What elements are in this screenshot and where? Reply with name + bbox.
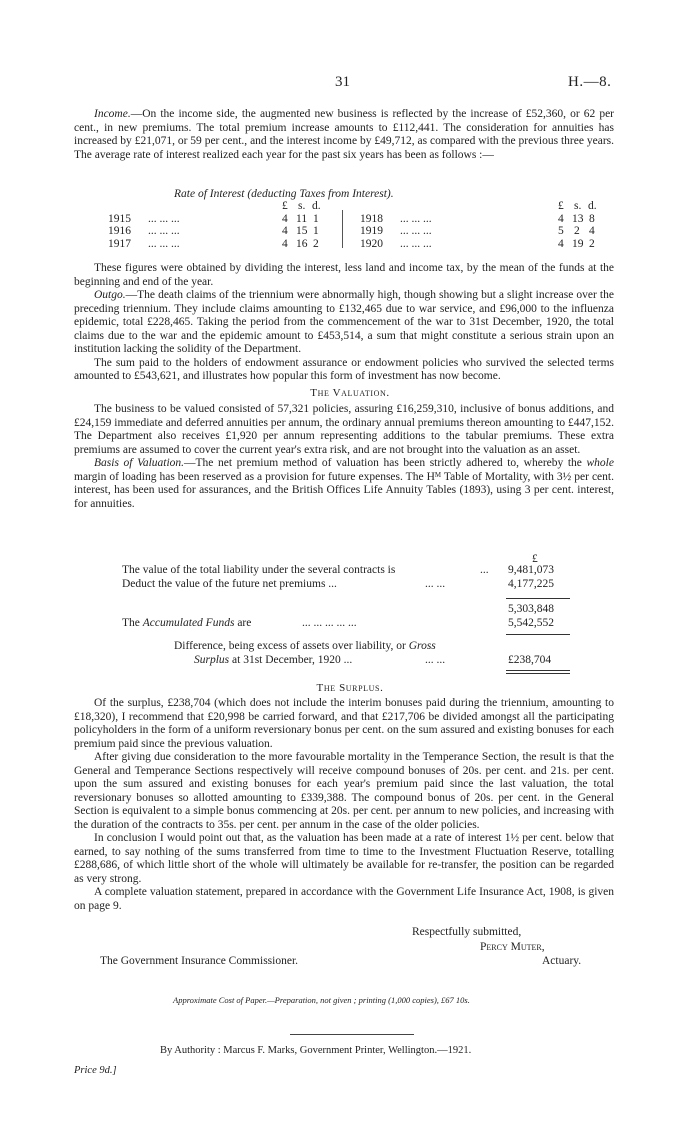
endowment-paragraph: The sum paid to the holders of endowment assurance or endowment policies who survived the selected terms amounted to £543,621, and illustrates how popular this form of investment has now become. xyxy=(74,356,614,382)
rate-pounds: 4 xyxy=(558,237,564,250)
dot-leader: ... ... ... ... ... xyxy=(302,617,357,629)
subtotal-value: 5,303,848 xyxy=(508,603,554,615)
rate-table xyxy=(108,200,608,250)
addressee: The Government Insurance Commissioner. xyxy=(100,955,299,967)
surplus-section xyxy=(74,697,614,913)
closing: Respectfully submitted, xyxy=(412,926,522,938)
surplus-heading: The Surplus. xyxy=(316,682,384,694)
rate-pounds: 4 xyxy=(282,212,288,225)
rate-shillings: 15 xyxy=(296,225,308,238)
income-paragraph xyxy=(74,108,614,162)
liability-label: The value of the total liability under the several contracts is xyxy=(122,564,396,576)
rate-shillings: 2 xyxy=(574,225,580,238)
rate-pence: 2 xyxy=(313,237,319,250)
dot-leader: ... xyxy=(480,564,489,576)
dot-leader: ... ... ... xyxy=(400,237,432,250)
basis-emphasis: whole xyxy=(586,457,614,469)
figures-paragraph: These figures were obtained by dividing the interest, less land and income tax, by the mean of the funds at the beginning and end of the year. xyxy=(74,262,614,288)
dot-leader: ... ... xyxy=(425,578,446,590)
dot-leader: ... ... ... xyxy=(148,225,180,238)
rate-year: 1916 xyxy=(108,225,131,238)
footer-rule xyxy=(290,1034,414,1035)
figures-outgo-section xyxy=(74,262,614,384)
signatory-title: Actuary. xyxy=(542,955,582,967)
rate-pence: 1 xyxy=(313,212,319,225)
outgo-label: Outgo. xyxy=(94,289,126,301)
rate-pounds: 4 xyxy=(282,225,288,238)
difference-label-line2: Surplus at 31st December, 1920 ... xyxy=(194,654,353,666)
rate-year: 1920 xyxy=(360,237,383,250)
surplus-paragraph-3: In conclusion I would point out that, as the valuation has been made at a rate of interest 1½ per cent. below that earned, to say nothing of the sums transferred from time to time to the Investment Fluctuation Reserve, totalling £288,686, of which little short of the whole will ultimately be available for re-transfer, the position can be regarded as very strong. xyxy=(74,832,614,885)
dot-leader: ... ... ... xyxy=(400,212,432,225)
rate-table-title: Rate of Interest (deducting Taxes from Interest). xyxy=(174,188,394,200)
rate-year: 1917 xyxy=(108,237,131,250)
rate-pounds: 4 xyxy=(282,237,288,250)
dot-leader: ... ... ... xyxy=(148,237,180,250)
surplus-paragraph-2: After giving due consideration to the more favourable mortality in the Temperance Section, the result is that the General and Temperance Sections respectively will receive compound bonuses of 20s. per cent. and 21s. per cent. upon the sum assured and existing bonuses for each year's premium paid since the last valuation, the total reversionary bonuses so allotted amounting to £339,388. The compound bonus of 20s. per cent. in the General Section is equivalent to a simple bonus commencing at 20s. per cent. per annum to new policies, and increasing with the duration of the contracts to 35s. per cent. per annum in the case of the older policies. xyxy=(74,751,614,831)
rate-shillings: 19 xyxy=(572,237,584,250)
funds-label: The Accumulated Funds are xyxy=(122,617,252,629)
surplus-paragraph-1: Of the surplus, £238,704 (which does not include the interim bonuses paid during the triennium, amounting to £18,320), I recommend that £20,998 be carried forward, and that £217,706 be divided amongst all the participating policyholders in the form of a uniform reversionary bonus per cent. on the sum assured and existing bonuses for each premium paid since the previous valuation. xyxy=(74,697,614,750)
rate-row xyxy=(108,238,608,251)
rate-year: 1919 xyxy=(360,225,383,238)
deduct-value: 4,177,225 xyxy=(508,578,554,590)
rate-pence: 8 xyxy=(589,212,595,225)
business-paragraph: The business to be valued consisted of 57,321 policies, assuring £16,259,310, inclusive of bonus additions, and £24,159 immediate and deferred annuities per annum, the ordinary annual premiums thereon amounting to £447,152. The Department also receives £1,920 per annum representing additions to the tabular premiums. These extra premiums are assumed to cover the current year's extra risk, and are not brought into the valuation as an asset. xyxy=(74,403,614,456)
income-text: —On the income side, the augmented new business is reflected by the increase of £52,360, or 62 per cent., in new premiums. The total premium increase amounts to £112,441. The consideration for annuities has increased by £21,071, or 59 per cent., and the interest income by £49,712, as compared with the previous three years. The average rate of interest realized each year for the past six years has been as follows :— xyxy=(74,108,614,161)
rate-pence: 2 xyxy=(589,237,595,250)
dot-leader: ... ... xyxy=(425,654,446,666)
income-label: Income. xyxy=(94,108,131,120)
signatory-name: Percy Muter, xyxy=(480,941,545,953)
deduct-label: Deduct the value of the future net premiums ... xyxy=(122,578,337,590)
dot-leader: ... ... ... xyxy=(148,212,180,225)
surplus-paragraph-4: A complete valuation statement, prepared in accordance with the Government Life Insurance Act, 1908, is given on page 9. xyxy=(74,886,614,912)
difference-rule xyxy=(506,634,570,635)
printer-authority: By Authority : Marcus F. Marks, Government Printer, Wellington.—1921. xyxy=(160,1045,472,1056)
pound-header-left: £ xyxy=(282,200,288,212)
basis-text: —The net premium method of valuation has been strictly adhered to, whereby the xyxy=(184,457,587,469)
pound-header-right: £ xyxy=(558,200,564,212)
difference-label-line1: Difference, being excess of assets over liability, or Gross xyxy=(174,640,436,652)
rate-pence: 4 xyxy=(589,225,595,238)
pence-header-right: d. xyxy=(588,200,597,212)
rate-shillings: 16 xyxy=(296,237,308,250)
basis-text: margin of loading has been reserved as a provision for future expenses. The Hᴹ Table of Mortality, with 3½ per cent. interest, has been used for assurances, and the British Offices Life Annuity Tables (1893), using 3 per cent. interest, for annuities. xyxy=(74,470,614,510)
liability-value: 9,481,073 xyxy=(508,564,554,576)
rate-pence: 1 xyxy=(313,225,319,238)
rate-unit-header xyxy=(108,200,608,213)
price: Price 9d.] xyxy=(74,1065,117,1076)
shilling-header-right: s. xyxy=(574,200,582,212)
rate-shillings: 11 xyxy=(296,212,308,225)
rate-row xyxy=(108,213,608,226)
total-double-rule xyxy=(506,673,570,674)
subtotal-rule xyxy=(506,598,570,599)
basis-label: Basis of Valuation. xyxy=(94,457,185,469)
page-number: 31 xyxy=(335,74,350,90)
pence-header-left: d. xyxy=(312,200,321,212)
difference-value: £238,704 xyxy=(508,654,552,666)
valuation-section xyxy=(74,403,614,511)
rate-pounds: 4 xyxy=(558,212,564,225)
shilling-header-left: s. xyxy=(298,200,306,212)
rate-year: 1918 xyxy=(360,212,383,225)
outgo-text: —The death claims of the triennium were abnormally high, though showing but a slight increase over the preceding triennium. They include claims amounting to £132,465 due to war service, and £96,000 to the influenza epidemic, total £228,465. Taking the period from the commencement of the war to 31st December, 1920, the total claims due to the war and the epidemic amount to £453,514, a sum that might constitute a serious strain upon an institution lacking the solidity of the Department. xyxy=(74,289,614,355)
rate-pounds: 5 xyxy=(558,225,564,238)
rate-year: 1915 xyxy=(108,212,131,225)
rate-shillings: 13 xyxy=(572,212,584,225)
document-reference: H.—8. xyxy=(568,74,612,90)
table-divider xyxy=(342,210,343,248)
valuation-pound-sign: £ xyxy=(532,553,538,565)
funds-value: 5,542,552 xyxy=(508,617,554,629)
rate-row xyxy=(108,225,608,238)
printing-cost-note: Approximate Cost of Paper.—Preparation, not given ; printing (1,000 copies), £67 10s. xyxy=(173,995,470,1005)
dot-leader: ... ... ... xyxy=(400,225,432,238)
total-double-rule xyxy=(506,670,570,671)
valuation-heading: The Valuation. xyxy=(310,387,390,399)
